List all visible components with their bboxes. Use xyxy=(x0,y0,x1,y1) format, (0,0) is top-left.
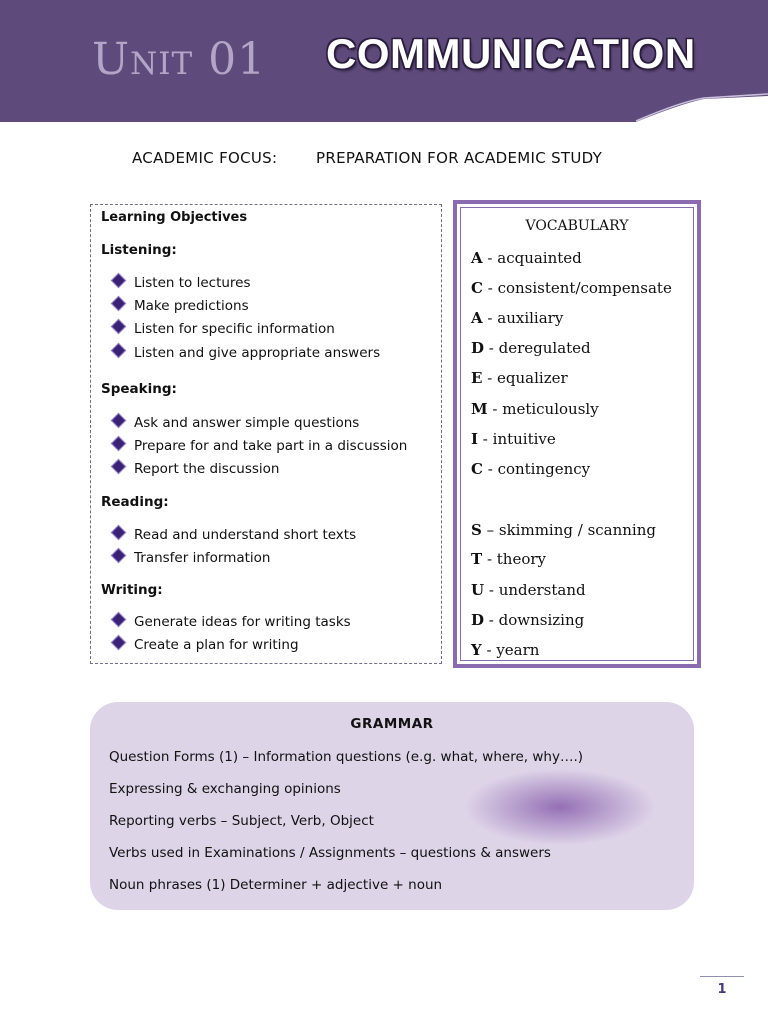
vocab-item: T - theory xyxy=(471,550,547,568)
list-item: Generate ideas for writing tasks xyxy=(113,614,351,630)
vocabulary-title: VOCABULARY xyxy=(525,218,629,234)
diamond-bullet-icon xyxy=(111,635,127,651)
diamond-bullet-icon xyxy=(111,459,127,475)
vocabulary-inner-border xyxy=(460,207,694,661)
list-item: Listen to lectures xyxy=(113,275,251,291)
diamond-bullet-icon xyxy=(111,296,127,312)
academic-focus-value: PREPARATION FOR ACADEMIC STUDY xyxy=(316,149,603,167)
unit-header xyxy=(0,0,768,122)
grammar-item: Question Forms (1) – Information questions (e.g. what, where, why….) xyxy=(109,749,583,765)
grammar-title: GRAMMAR xyxy=(350,716,434,732)
vocab-item: A - auxiliary xyxy=(471,309,564,327)
list-item: Ask and answer simple questions xyxy=(113,415,359,431)
speaking-heading: Speaking: xyxy=(101,381,177,397)
diamond-bullet-icon xyxy=(111,273,127,289)
grammar-item: Expressing & exchanging opinions xyxy=(109,781,341,797)
learning-objectives-box xyxy=(90,204,442,664)
list-item: Transfer information xyxy=(113,550,271,566)
list-item: Listen and give appropriate answers xyxy=(113,345,380,361)
vocab-item: S – skimming / scanning xyxy=(471,521,656,539)
list-item: Make predictions xyxy=(113,298,249,314)
grammar-box xyxy=(90,702,694,910)
diamond-bullet-icon xyxy=(111,319,127,335)
grammar-item: Noun phrases (1) Determiner + adjective + noun xyxy=(109,877,443,893)
diamond-bullet-icon xyxy=(111,612,127,628)
objectives-title: Learning Objectives xyxy=(101,210,248,225)
diamond-bullet-icon xyxy=(111,436,127,452)
diamond-bullet-icon xyxy=(111,343,127,359)
vocabulary-box xyxy=(453,200,701,668)
vocab-item: I - intuitive xyxy=(471,430,556,448)
vocab-item: A - acquainted xyxy=(471,249,582,267)
grammar-item: Reporting verbs – Subject, Verb, Object xyxy=(109,813,374,829)
list-item: Read and understand short texts xyxy=(113,527,356,543)
list-item: Create a plan for writing xyxy=(113,637,299,653)
vocab-item: D - downsizing xyxy=(471,611,585,629)
vocab-item: C - contingency xyxy=(471,460,591,478)
vocab-item: C - consistent/compensate xyxy=(471,279,672,297)
diamond-bullet-icon xyxy=(111,548,127,564)
diamond-bullet-icon xyxy=(111,413,127,429)
list-item: Report the discussion xyxy=(113,461,279,477)
vocab-item: E - equalizer xyxy=(471,369,568,387)
vocab-item: U - understand xyxy=(471,581,586,599)
writing-heading: Writing: xyxy=(101,582,163,598)
grammar-item: Verbs used in Examinations / Assignments – questions & answers xyxy=(109,845,551,861)
unit-title: COMMUNICATION xyxy=(326,30,696,77)
unit-number: Unit 01 xyxy=(92,34,267,85)
diamond-bullet-icon xyxy=(111,525,127,541)
academic-focus-label: ACADEMIC FOCUS: xyxy=(132,149,278,167)
vocab-item: M - meticulously xyxy=(471,400,599,418)
listening-heading: Listening: xyxy=(101,242,177,258)
page-number: 1 xyxy=(717,982,727,997)
vocab-item: Y - yearn xyxy=(471,641,540,659)
list-item: Listen for specific information xyxy=(113,321,335,337)
list-item: Prepare for and take part in a discussion xyxy=(113,438,407,454)
page-number-rule xyxy=(700,976,744,977)
vocab-item: D - deregulated xyxy=(471,339,591,357)
reading-heading: Reading: xyxy=(101,494,169,510)
